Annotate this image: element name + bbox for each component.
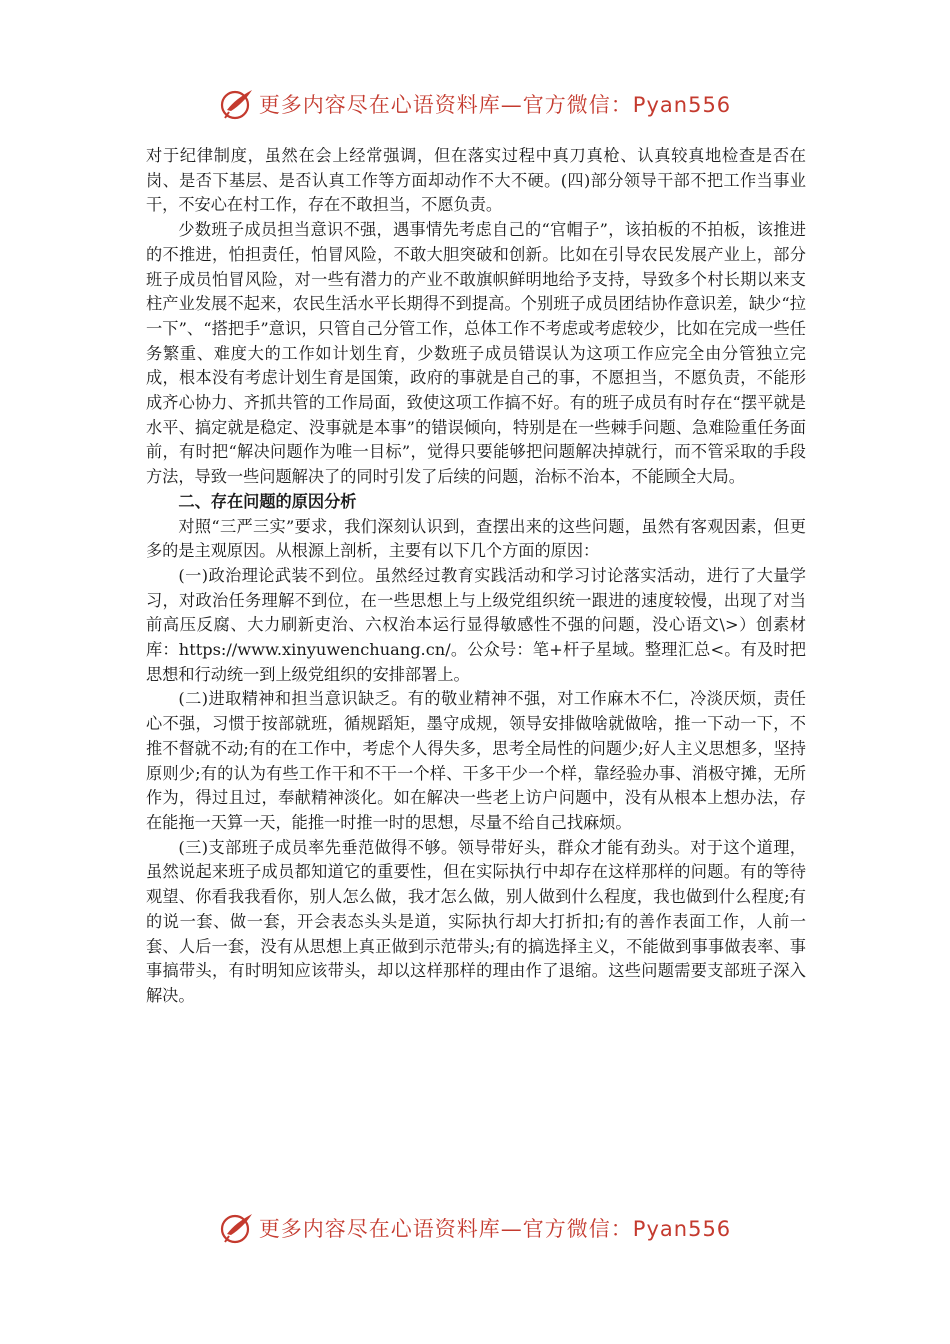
paragraph-4: (一)政治理论武装不到位。虽然经过教育实践活动和学习讨论落实活动，进行了大量学习，对政治任务理解不到位，在一些思想上与上级党组织统一跟进的速度较慢，出现了对当前高压反腐、大力刷新吏治、六权治本运行显得敏感性不强的问题，没心语文\>）创素材库：https://www.xinyuwenchuang.cn/。公众号：笔+杆子星域。整理汇总<。有及时把思想和行动统一到上级党组织的安排部署上。 <box>146 565 806 684</box>
paragraph-1: 对于纪律制度，虽然在会上经常强调，但在落实过程中真刀真枪、认真较真地检查是否在岗、是否下基层、是否认真工作等方面却动作不大不硬。(四)部分领导干部不把工作当事业干，不安心在村工作，存在不敢担当，不愿负责。 <box>146 146 806 215</box>
quill-logo-icon <box>219 1210 255 1246</box>
paragraph-3: 对照“三严三实”要求，我们深刻认识到，查摆出来的这些问题，虽然有客观因素，但更多的是主观原因。从根源上剖析，主要有以下几个方面的原因： <box>146 516 806 561</box>
paragraph-6: (三)支部班子成员率先垂范做得不够。领导带好头，群众才能有劲头。对于这个道理，虽然说起来班子成员都知道它的重要性，但在实际执行中却存在这样那样的问题。有的等待观望、你看我我看你，别人怎么做，我才怎么做，别人做到什么程度，我也做到什么程度;有的说一套、做一套，开会表态头头是道，实际执行却大打折扣;有的善作表面工作，人前一套、人后一套，没有从思想上真正做到示范带头;有的搞选择主义，不能做到事事做表率、事事搞带头，有时明知应该带头，却以这样那样的理由作了退缩。这些问题需要支部班子深入解决。 <box>146 837 806 1005</box>
document-body <box>146 144 806 1009</box>
footer-banner <box>0 1208 950 1248</box>
paragraph-5: (二)进取精神和担当意识缺乏。有的敬业精神不强，对工作麻木不仁，冷淡厌烦，责任心不强，习惯于按部就班，循规蹈矩，墨守成规，领导安排做啥就做啥，推一下动一下，不推不督就不动;有的在工作中，考虑个人得失多，思考全局性的问题少;好人主义思想多，坚持原则少;有的认为有些工作干和不干一个样、干多干少一个样，靠经验办事、消极守摊，无所作为，得过且过，奉献精神淡化。如在解决一些老上访户问题中，没有从根本上想办法，存在能拖一天算一天，能推一时推一时的思想，尽量不给自己找麻烦。 <box>146 689 806 832</box>
header-banner-text: 更多内容尽在心语资料库—官方微信：Pyan556 <box>258 93 732 117</box>
section-heading: 二、存在问题的原因分析 <box>178 491 357 511</box>
header-banner <box>0 84 950 124</box>
quill-logo-icon <box>219 86 255 122</box>
paragraph-2: 少数班子成员担当意识不强，遇事情先考虑自己的“官帽子”，该拍板的不拍板，该推进的不推进，怕担责任，怕冒风险，不敢大胆突破和创新。比如在引导农民发展产业上，部分班子成员怕冒风险，对一些有潜力的产业不敢旗帜鲜明地给予支持，导致多个村长期以来支柱产业发展不起来，农民生活水平长期得不到提高。个别班子成员团结协作意识差，缺少“拉一下”、“搭把手”意识，只管自己分管工作，总体工作不考虑或考虑较少，比如在完成一些任务繁重、难度大的工作如计划生育，少数班子成员错误认为这项工作应完全由分管独立完成，根本没有考虑计划生育是国策，政府的事就是自己的事，不愿担当，不愿负责，不能形成齐心协力、齐抓共管的工作局面，致使这项工作搞不好。有的班子成员有时存在“摆平就是水平、搞定就是稳定、没事就是本事”的错误倾向，特别是在一些棘手问题、急难险重任务面前，有时把“解决问题作为唯一目标”，觉得只要能够把问题解决掉就行，而不管采取的手段方法，导致一些问题解决了的同时引发了后续的问题，治标不治本，不能顾全大局。 <box>146 220 806 487</box>
footer-banner-text: 更多内容尽在心语资料库—官方微信：Pyan556 <box>258 1217 732 1241</box>
